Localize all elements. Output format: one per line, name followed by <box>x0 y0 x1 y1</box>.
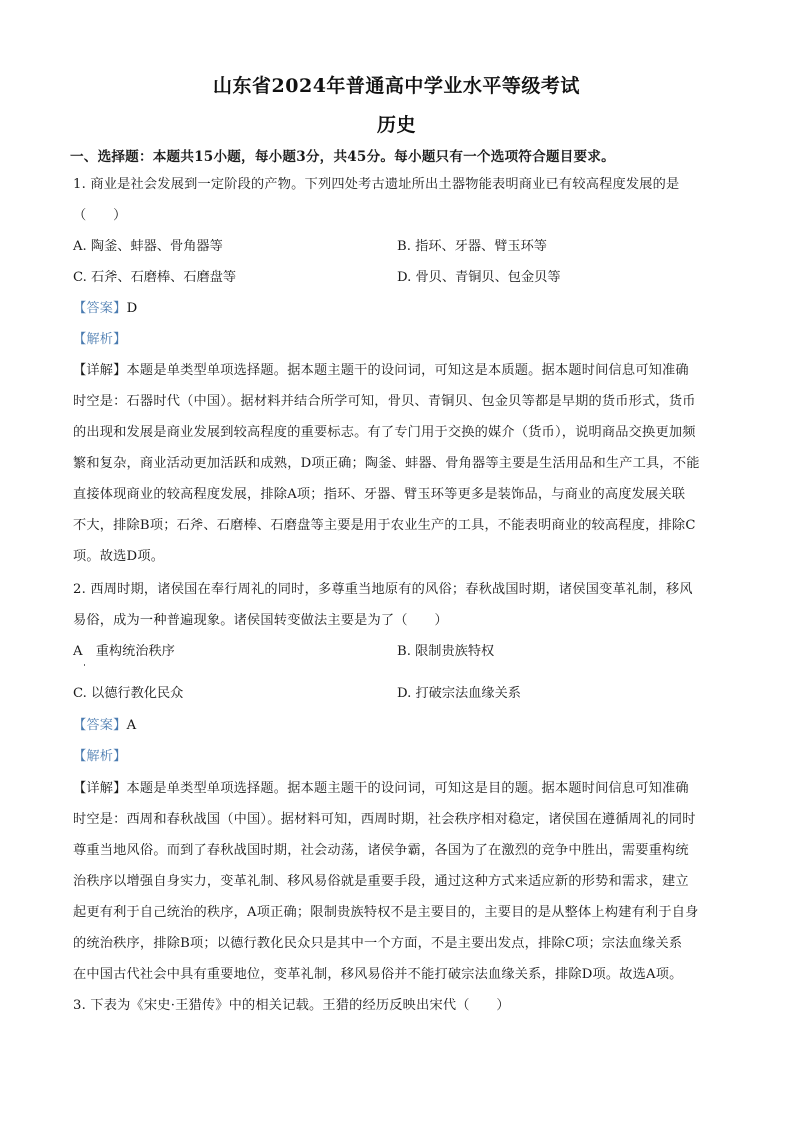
analysis-tag: 【解析】 <box>73 749 127 764</box>
q1-detail-line-1: 【详解】本题是单类型单项选择题。据本题主题干的设问词，可知这是本质题。据本题时间信息可知准确 <box>73 363 689 378</box>
q2-option-c: C. 以德行教化民众 <box>73 686 184 701</box>
q1-option-d: D. 骨贝、青铜贝、包金贝等 <box>397 270 561 285</box>
q2-option-b: B. 限制贵族特权 <box>397 644 495 659</box>
q2-detail-line-6: 的统治秩序，排除B项；以德行教化民众只是其中一个方面，不是主要出发点，排除C项；宗法血缘关系 <box>73 936 683 951</box>
answer-value: A <box>126 718 137 733</box>
q2-detail-line-1: 【详解】本题是单类型单项选择题。据本题主题干的设问词，可知这是目的题。据本题时间信息可知准确 <box>73 781 689 796</box>
q1-detail-line-6: 不大，排除B项；石斧、石磨棒、石磨盘等主要是用于农业生产的工具，不能表明商业的较高程度，排除C <box>73 518 696 533</box>
analysis-tag: 【解析】 <box>73 332 127 347</box>
answer-value: D <box>126 301 138 316</box>
q1-detail-line-4: 繁和复杂，商业活动更加活跃和成熟，D项正确；陶釜、蚌器、骨角器等主要是生活用品和生产工具，不能 <box>73 456 700 471</box>
q2-stem-line-1: 2. 西周时期，诸侯国在奉行周礼的同时，多尊重当地原有的风俗；春秋战国时期，诸侯国变革礼制，移风 <box>73 582 693 597</box>
q1-analysis-tag <box>73 330 723 350</box>
subject-title: 历史 <box>376 114 416 136</box>
q2-analysis-tag <box>73 747 723 767</box>
exam-title: 山东省2024年普通高中学业水平等级考试 <box>213 75 580 97</box>
q2-detail-line-3: 尊重当地风俗。而到了春秋战国时期，社会动荡，诸侯争霸，各国为了在激烈的竞争中胜出，需要重构统 <box>73 843 689 858</box>
q2-answer <box>73 716 723 736</box>
answer-tag: 【答案】 <box>73 301 127 316</box>
q1-detail-line-2: 时空是：石器时代（中国）。据材料并结合所学可知，骨贝、青铜贝、包金贝等都是早期的货币形式，货币 <box>73 394 696 409</box>
q2-option-d: D. 打破宗法血缘关系 <box>397 686 521 701</box>
q1-option-a: A. 陶釜、蚌器、骨角器等 <box>73 239 223 254</box>
q2-detail-line-2: 时空是：西周和春秋战国（中国）。据材料可知，西周时期，社会秩序相对稳定，诸侯国在遵循周礼的同时 <box>73 812 696 827</box>
q1-stem-line-1: 1. 商业是社会发展到一定阶段的产物。下列四处考古遗址所出土器物能表明商业已有较高程度发展的是 <box>73 177 680 192</box>
q1-detail-line-3: 的出现和发展是商业发展到较高程度的重要标志。有了专门用于交换的媒介（货币），说明商品交换更加频 <box>73 425 696 440</box>
q1-answer <box>73 299 723 319</box>
stray-mark <box>84 664 85 666</box>
q2-option-a: A 重构统治秩序 <box>73 644 175 659</box>
q1-option-b: B. 指环、牙器、臂玉环等 <box>397 239 547 254</box>
q1-detail-line-5: 直接体现商业的较高程度发展，排除A项；指环、牙器、臂玉环等更多是装饰品，与商业的高度发展关联 <box>73 487 686 502</box>
q2-detail-line-5: 起更有利于自己统治的秩序，A项正确；限制贵族特权不是主要目的，主要目的是从整体上构建有利于自身 <box>73 905 699 920</box>
q1-option-c: C. 石斧、石磨棒、石磨盘等 <box>73 270 237 285</box>
section-heading: 一、选择题：本题共15小题，每小题3分，共45分。每小题只有一个选项符合题目要求。 <box>70 149 615 165</box>
q1-detail-line-7: 项。故选D项。 <box>73 549 165 564</box>
q2-detail-line-4: 治秩序以增强自身实力，变革礼制、移风易俗就是重要手段，通过这种方式来适应新的形势和需求，建立 <box>73 874 689 889</box>
answer-tag: 【答案】 <box>73 718 127 733</box>
q3-stem-line-1: 3. 下表为《宋史·王猎传》中的相关记载。王猎的经历反映出宋代（ ） <box>73 998 510 1013</box>
q2-detail-line-7: 在中国古代社会中具有重要地位，变革礼制，移风易俗并不能打破宗法血缘关系，排除D项。故选A项。 <box>73 967 683 982</box>
q2-stem-line-2: 易俗，成为一种普遍现象。诸侯国转变做法主要是为了（ ） <box>73 613 448 628</box>
q1-stem-line-2: （ ） <box>73 208 127 223</box>
